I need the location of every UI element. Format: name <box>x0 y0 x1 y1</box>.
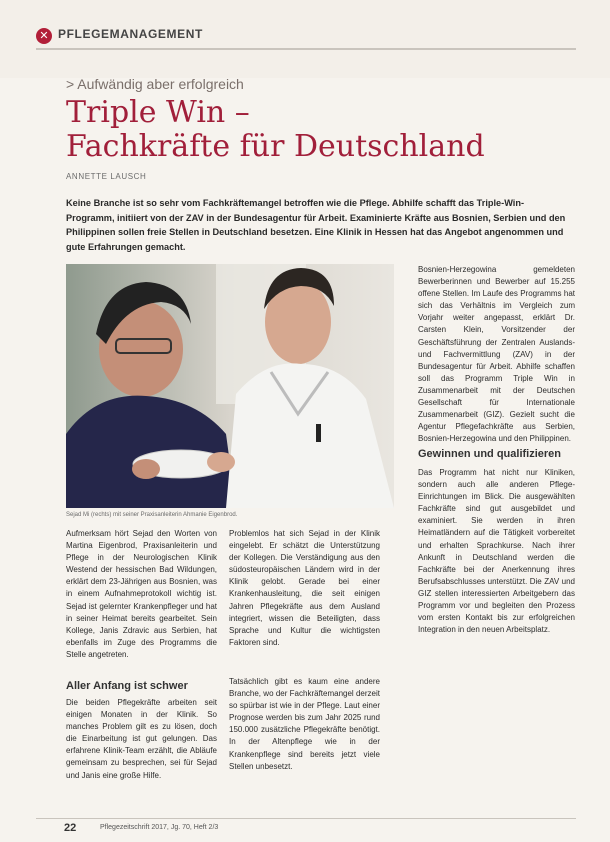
photo-caption: Sejad Mi (rechts) mit seiner Praxisanleiterin Ahmanie Eigenbrod. <box>66 512 238 518</box>
footer-divider <box>36 818 576 819</box>
section-label: PFLEGEMANAGEMENT <box>58 27 203 41</box>
subheading-2: Gewinnen und qualifizieren <box>418 448 562 460</box>
title-line-1: Triple Win – <box>66 95 250 130</box>
body-column-1b: Die beiden Pflegekräfte arbeiten seit einigen Monaten in der Klinik. So manches Problem gilt es zu lösen, doch die Einarbeitung ist gut gelungen. Das erfahrene Klinik-Team erzählt, die Abläufe gemeinsam zu besprechen, sei für Sejad und Janis eine große Hilfe. <box>66 698 217 780</box>
article-title <box>66 96 485 164</box>
journal-citation: Pflegezeitschrift 2017, Jg. 70, Heft 2/3 <box>100 824 219 831</box>
article-photo <box>66 264 394 508</box>
kicker: > Aufwändig aber erfolgreich <box>66 76 244 92</box>
page-number: 22 <box>64 822 77 834</box>
lead-paragraph: Keine Branche ist so sehr vom Fachkräftemangel betroffen wie die Pflege. Abhilfe schafft das Triple-Win-Programm, initiiert von der ZAV in der Bundesagentur für Arbeit. Examinierte Kräfte aus Bosnien, Serbien und den Philippinen sollen freie Stellen in Deutschland besetzen. Eine Klinik in Hessen hat das Angebot angenommen und gute Erfahrungen gemacht. <box>66 198 566 252</box>
body-column-1: Aufmerksam hört Sejad den Worten von Martina Eigenbrod, Praxisanleiterin und Pflege in der Neurologischen Klinik Westend der hessischen Bad Wildungen, erklärt dem 23-Jährigen aus Bosnien, was in einem Aufnahmeprotokoll wichtig ist. Sejad ist gelernter Krankenpfleger und hat in seiner Heimat bereits gearbeitet. Sein Kollege, Janis Zdravic aus Serbien, hat ebenfalls im Zuge des Programms die Stelle angetreten. <box>66 529 217 659</box>
body-column-2: Problemlos hat sich Sejad in der Klinik eingelebt. Er schätzt die Unterstützung der Kollegen. Die Verständigung aus den südosteuropäischen Ländern wird in der Klinik gelobt. Gerade bei einer Krankenhausleitung, die seit einigen Jahren Pflegekräfte aus dem Ausland integriert, wissen die Beteiligten, dass Sprache und Kultur die wichtigsten Faktoren sind. <box>229 529 380 647</box>
subheading-1: Aller Anfang ist schwer <box>66 680 188 692</box>
section-badge-icon: ✕ <box>36 28 52 44</box>
header-divider <box>36 48 576 50</box>
body-column-2b: Tatsächlich gibt es kaum eine andere Branche, wo der Fachkräftemangel derzeit so spürbar ist wie in der Pflege. Laut einer Prognose werden bis zum Jahr 2025 rund 150.000 zusätzliche Pflegekräfte benötigt. In der Altenpflege wie in der Krankenpflege sind bereits jetzt viele Stellen unbesetzt. <box>229 677 380 771</box>
body-column-3: Bosnien-Herzegowina gemeldeten Bewerberinnen und Bewerber auf 15.255 offene Stellen. Im Laufe des Programms hat sich das Verhältnis im Vergleich zum Vorjahr weiter angepasst, erklärt Dr. Carsten Klein, Vorsitzender der Geschäftsführung der Zentralen Auslands- und Fachvermittlung (ZAV) in der Bundesagentur für Arbeit. Abhilfe schaffen soll das Programm Triple Win in Zusammenarbeit mit der Deutschen Gesellschaft für Internationale Zusammenarbeit (GIZ). Gezielt sucht die Agentur Pflegefachkräfte aus Serbien, Bosnien-Herzegowina und den Philippinen. <box>418 265 575 444</box>
author: ANNETTE LAUSCH <box>66 172 147 181</box>
body-column-3b: Das Programm hat nicht nur Kliniken, sondern auch alle anderen Pflege-Einrichtungen im Blick. Die ausgewählten Fachkräfte sind gut ausgebildet und examiniert. Sie werden in ihren Heimatländern auf die Tätigkeit vorbereitet und erhalten Sprachkurse. Nach ihrer Ankunft in Deutschland werden die Fachkräfte bei der Anerkennung ihres Berufsabschlusses unterstützt. Die ZAV und GIZ stellen interessierten Arbeitgebern das Programm vor und begleiten den Prozess vom ersten Kontakt bis zur erfolgreichen Integration in den neuen Arbeitsplatz. <box>418 468 575 635</box>
title-line-2: Fachkräfte für Deutschland <box>66 129 485 164</box>
